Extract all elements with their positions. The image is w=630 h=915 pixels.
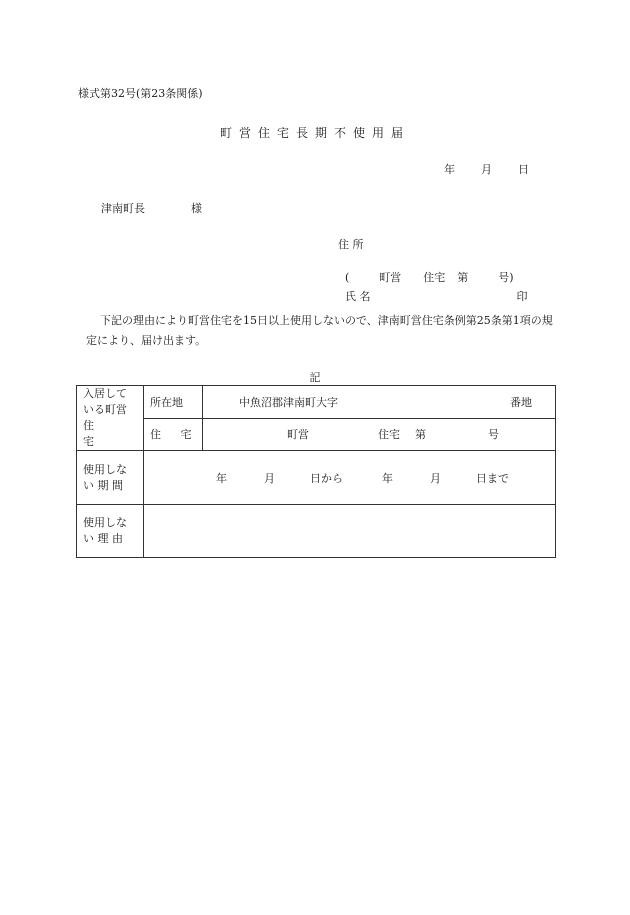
housing-line-number-prefix: 第	[457, 271, 469, 284]
housing-name: 住宅	[378, 428, 400, 442]
document-title: 町営住宅長期不使用届	[219, 126, 410, 140]
body-text: 下記の理由により町営住宅を15日以上使用しないので、津南町営住宅条例第25条第1項の規定により、届け出ます。	[86, 314, 553, 347]
reason-label-l1: 使用しな	[83, 516, 127, 529]
housing-line-housing: 住宅	[423, 271, 446, 284]
housing-cell[interactable]	[203, 418, 556, 451]
location-value: 中魚沼郡津南町大字	[239, 395, 338, 409]
applicant-name-line	[338, 275, 528, 304]
period-from-month: 月	[264, 471, 275, 485]
location-suffix: 番地	[510, 395, 532, 409]
housing-line-number-suffix: 号)	[498, 271, 514, 284]
applicant-address-label: 住 所	[338, 238, 364, 251]
period-from-year: 年	[216, 471, 227, 485]
date-year: 年	[444, 163, 455, 176]
applicant-name-label: 氏 名	[345, 290, 371, 303]
ki-heading: 記	[309, 371, 321, 384]
housing-number-prefix: 第	[415, 428, 426, 442]
period-to-month: 月	[430, 471, 441, 485]
period-cell[interactable]	[144, 451, 556, 505]
resident-housing-label	[77, 386, 144, 451]
period-label-l2: い 期 間	[83, 478, 123, 492]
notification-table	[76, 385, 556, 558]
reason-cell[interactable]	[144, 505, 556, 558]
addressee-name: 津南町長	[101, 202, 145, 215]
housing-number-suffix: 号	[488, 428, 499, 442]
period-to-day: 日まで	[476, 471, 509, 485]
period-from-day: 日から	[310, 471, 343, 485]
reason-label-l2: い 理 由	[83, 532, 123, 545]
resident-housing-label-l2: いる町営	[83, 403, 127, 416]
period-to-year: 年	[382, 471, 393, 485]
addressee-honorific: 様	[191, 202, 202, 215]
resident-housing-label-l1: 入居して	[83, 387, 127, 400]
addressee	[101, 200, 202, 216]
location-cell[interactable]	[203, 386, 556, 419]
date-line	[444, 161, 529, 177]
date-day: 日	[518, 163, 529, 176]
housing-label: 住 宅	[144, 418, 203, 451]
seal-mark: 印	[516, 290, 528, 303]
location-label: 所在地	[144, 386, 203, 419]
form-number: 様式第32号(第23条関係)	[78, 87, 203, 100]
resident-housing-label-l3: 住 宅	[83, 419, 128, 448]
body-paragraph	[86, 311, 556, 351]
reason-label	[77, 505, 144, 558]
date-month: 月	[481, 163, 492, 176]
housing-line-open-paren: (	[345, 271, 350, 284]
period-label-l1: 使用しな	[83, 462, 127, 476]
housing-line-town: 町営	[379, 271, 402, 284]
housing-town: 町営	[287, 428, 309, 442]
period-label	[77, 451, 144, 505]
